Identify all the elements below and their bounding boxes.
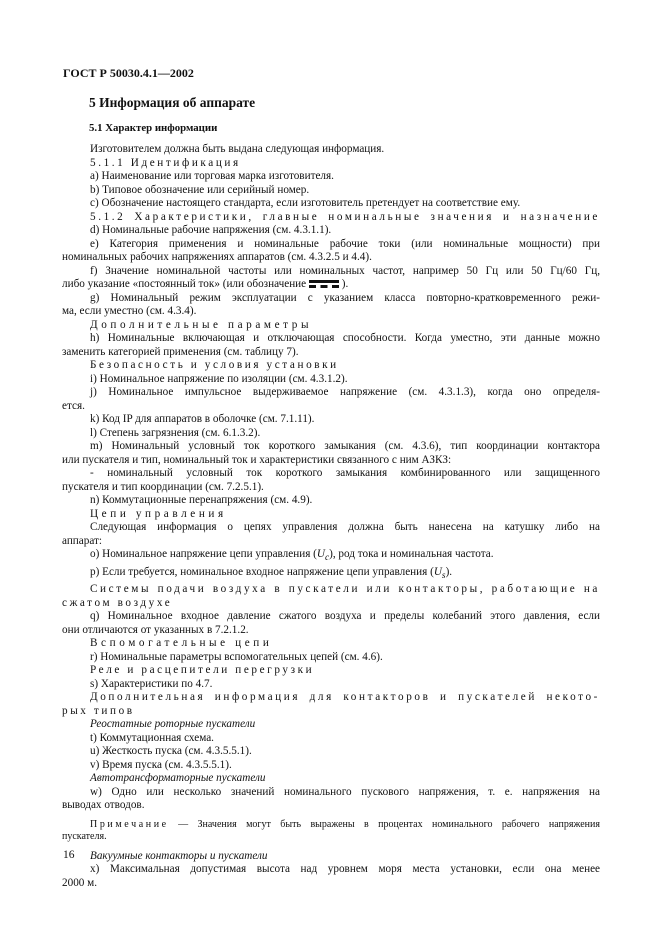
text-fragment: ).	[445, 565, 453, 578]
text-fragment: o) Номинальное напряжение цепи управления (	[90, 548, 317, 560]
symbol-subscript: c	[324, 553, 330, 564]
list-item: - номинальный условный ток короткого замыкания комбинированного или защищенного	[90, 467, 600, 479]
list-item: r) Номинальные параметры вспомогательных цепей (см. 4.6).	[90, 650, 383, 663]
paragraph: Изготовителем должна быть выдана следующая информация.	[90, 143, 385, 155]
list-item: x) Максимальная допустимая высота над уровнем моря места установки, если она менее	[90, 863, 600, 876]
list-item: g) Номинальный режим эксплуатации с указанием класса повторно-кратковременного режи-	[90, 291, 600, 304]
list-item-continuation: ма, если уместно (см. 4.3.4).	[62, 305, 197, 317]
group-heading: Вспомогательные цепи	[90, 637, 273, 650]
list-item-continuation: номинальных рабочих напряжениях аппаратов (см. 4.3.2.5 и 4.4).	[62, 251, 372, 263]
list-item	[62, 566, 600, 584]
italic-subheading: Автотрансформаторные пускатели	[90, 772, 266, 785]
note-continuation: пускателя.	[62, 831, 107, 843]
subsection-title: 5.1 Характер информации	[89, 122, 218, 134]
list-item: i) Номинальное напряжение по изоляции (см. 4.3.1.2).	[90, 372, 348, 385]
list-item: a) Наименование или торговая марка изготовителя.	[90, 170, 334, 182]
list-item-continuation: пускателя и тип координации (см. 7.2.5.1).	[62, 480, 264, 493]
page-number: 16	[63, 849, 75, 861]
dc-symbol-icon	[309, 280, 339, 288]
list-item: l) Степень загрязнения (см. 6.1.3.2).	[90, 426, 261, 439]
list-item: e) Категория применения и номинальные рабочие токи (или номинальные мощности) при	[90, 237, 600, 250]
italic-subheading: Реостатные роторные пускатели	[90, 718, 256, 731]
group-heading: Реле и расцепители перегрузки	[90, 664, 315, 677]
group-heading: Цепи управления	[90, 507, 227, 520]
group-heading: Дополнительная информация для контакторов и пускателей некото-	[90, 691, 600, 704]
list-item: v) Время пуска (см. 4.3.5.5.1).	[90, 758, 232, 771]
list-item: b) Типовое обозначение или серийный номер.	[90, 183, 310, 196]
text-fragment: ), род тока и номинальная частота.	[329, 548, 494, 560]
list-item-continuation: или пускателя и тип, номинальный ток и характеристики связанного с ним АЗКЗ:	[62, 453, 452, 466]
list-item: w) Одно или несколько значений номинального пускового напряжения, т. е. напряжения на	[90, 785, 600, 798]
paragraph-continuation: аппарат:	[62, 534, 103, 547]
group-heading-continuation: рых типов	[62, 704, 135, 717]
list-item: q) Номинальное входное давление сжатого воздуха и пределы колебаний этого давления, если	[90, 610, 600, 623]
list-item-continuation: 2000 м.	[62, 876, 98, 889]
section-title: 5 Информация об аппарате	[89, 95, 256, 110]
list-item-continuation: они отличаются от указанных в 7.2.1.2.	[62, 623, 249, 636]
list-item-continuation: выводах отводов.	[62, 799, 145, 812]
list-item: c) Обозначение настоящего стандарта, если изготовитель претендует на соответствие ему.	[90, 197, 521, 209]
italic-subheading: Вакуумные контакторы и пускатели	[90, 849, 268, 862]
document-id: ГОСТ Р 50030.4.1—2002	[63, 66, 194, 80]
group-heading: Системы подачи воздуха в пускатели или контакторы, работающие на	[90, 583, 600, 596]
list-item: n) Коммутационные перенапряжения (см. 4.9).	[90, 494, 313, 506]
clause-heading: 5.1.1 Идентификация	[90, 156, 241, 169]
note-text: — Значения могут быть выражены в процентах номинального рабочего напряжения	[168, 818, 600, 830]
list-item	[62, 548, 600, 566]
list-item: t) Коммутационная схема.	[90, 731, 214, 744]
text-fragment: p) Если требуется, номинальное входное напряжение цепи управления (	[90, 565, 434, 578]
list-item-continuation: заменить категорией применения (см. таблицу 7).	[62, 345, 299, 358]
list-item: h) Номинальные включающая и отключающая способности. Когда уместно, эти данные можно	[90, 332, 600, 344]
group-heading-continuation: сжатом воздухе	[62, 596, 173, 609]
group-heading: Безопасность и условия установки	[90, 359, 339, 371]
paragraph: Следующая информация о цепях управления должна быть нанесена на катушку либо на	[90, 521, 600, 533]
clause-heading: 5.1.2 Характеристики, главные номинальные значения и назначение	[90, 210, 600, 223]
list-item: d) Номинальные рабочие напряжения (см. 4.3.1.1).	[90, 224, 332, 236]
note	[62, 819, 600, 832]
list-item: j) Номинальное импульсное выдерживаемое напряжение (см. 4.3.1.3), когда оно определя-	[90, 386, 600, 398]
list-item: f) Значение номинальной частоты или номинальных частот, например 50 Гц или 50 Гц/60 Гц,	[90, 264, 600, 277]
symbol-u: U	[433, 565, 442, 578]
symbol-subscript: s	[441, 570, 446, 581]
symbol-u: U	[316, 548, 325, 560]
text-fragment: ).	[341, 278, 349, 290]
list-item: k) Код IP для аппаратов в оболочке (см. 7.1.11).	[90, 413, 315, 425]
list-item: m) Номинальный условный ток короткого замыкания (см. 4.3.6), тип координации контактора	[90, 440, 600, 452]
note-label: Примечание	[90, 818, 169, 830]
list-item: s) Характеристики по 4.7.	[90, 677, 213, 690]
text-fragment: либо указание «постоянный ток» (или обозначение	[62, 278, 307, 290]
list-item-continuation: ется.	[62, 399, 85, 412]
body-text	[62, 143, 600, 890]
list-item-continuation	[62, 278, 600, 292]
list-item: u) Жесткость пуска (см. 4.3.5.5.1).	[90, 745, 252, 758]
group-heading: Дополнительные параметры	[90, 318, 313, 331]
